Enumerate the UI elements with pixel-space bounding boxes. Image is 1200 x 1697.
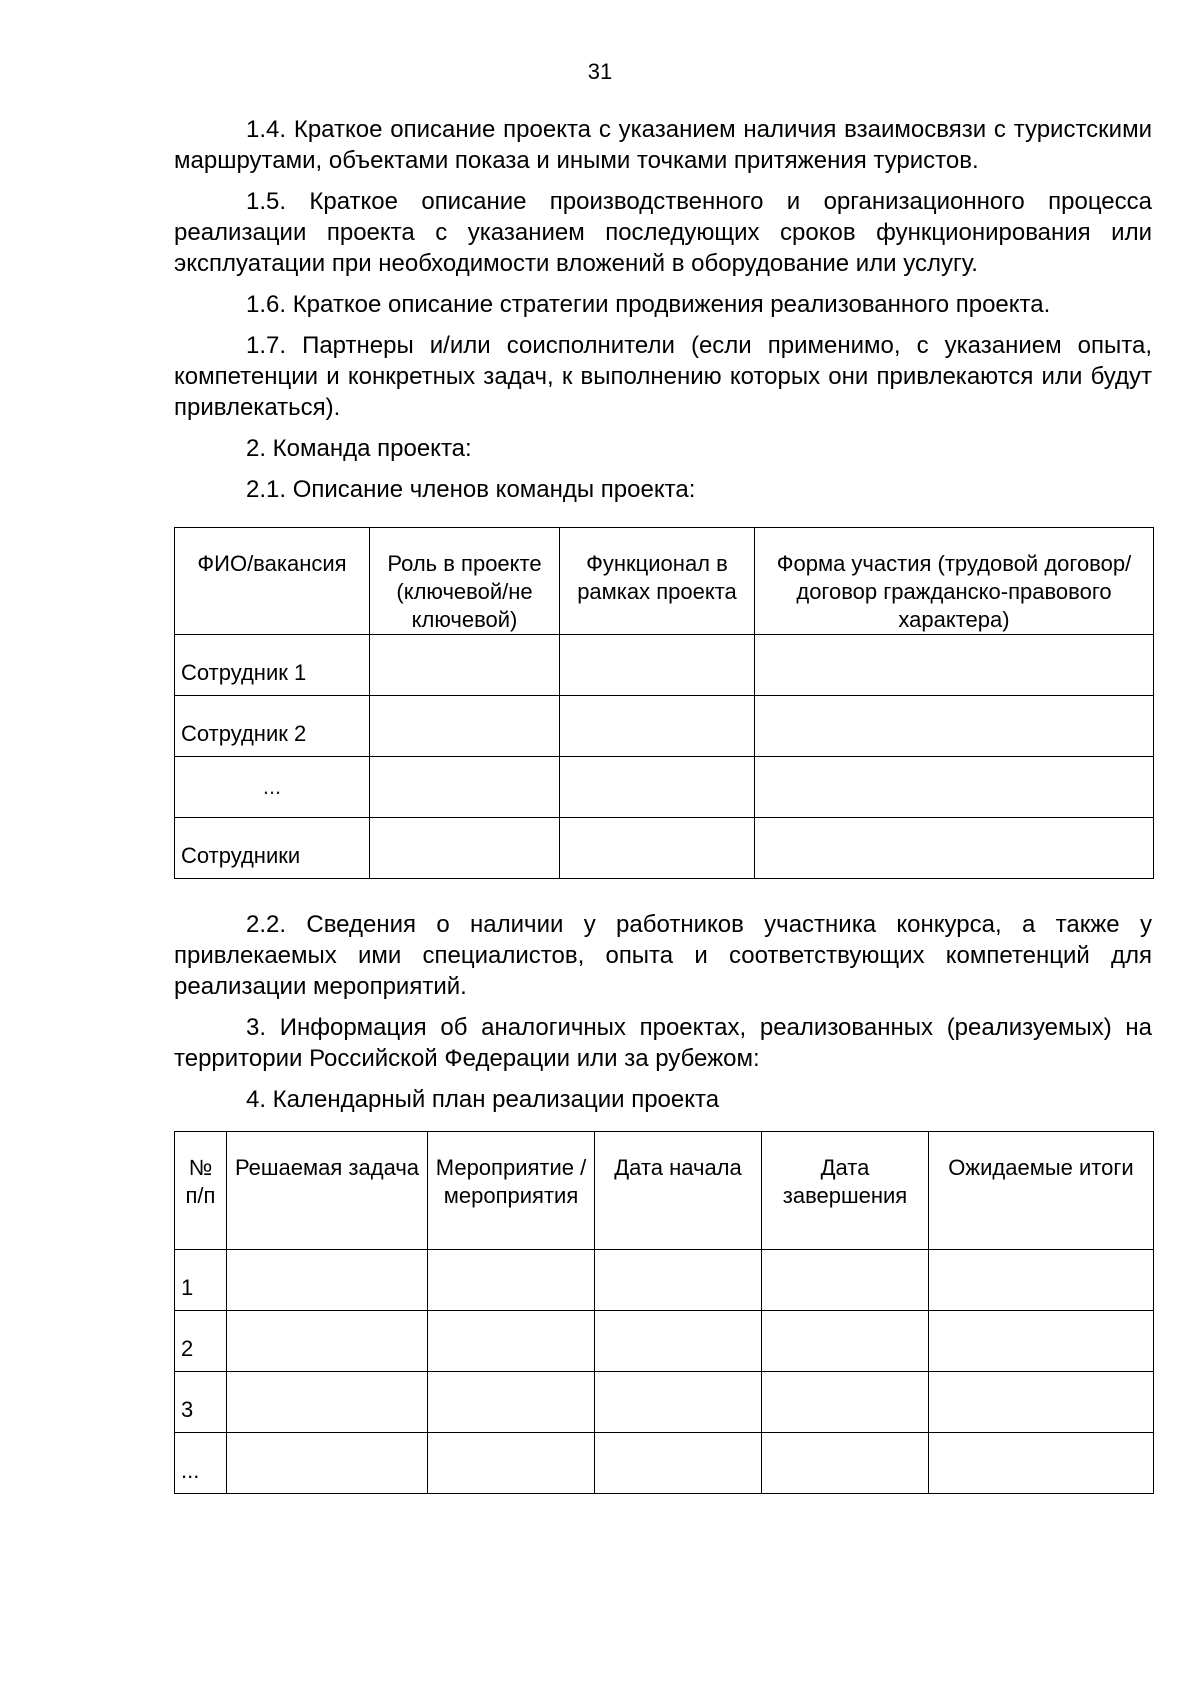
- plan-cell: 3: [175, 1372, 227, 1433]
- team-table-header-row: [175, 528, 1154, 635]
- team-cell: [370, 818, 560, 879]
- plan-cell: [762, 1311, 929, 1372]
- team-cell: ...: [175, 757, 370, 818]
- team-cell: [560, 757, 755, 818]
- plan-cell: [595, 1372, 762, 1433]
- plan-cell: ...: [175, 1433, 227, 1494]
- paragraph-1-6: 1.6. Краткое описание стратегии продвижения реализованного проекта.: [246, 291, 1051, 318]
- team-cell: Сотрудник 1: [175, 635, 370, 696]
- plan-cell: [428, 1311, 595, 1372]
- table-row: [175, 1372, 1154, 1433]
- team-cell: [370, 635, 560, 696]
- team-header-role: Роль в проекте (ключевой/не ключевой): [370, 528, 560, 635]
- section-2-1-heading: 2.1. Описание членов команды проекта:: [246, 476, 696, 503]
- plan-cell: [428, 1433, 595, 1494]
- plan-cell: [929, 1311, 1154, 1372]
- calendar-plan-table: [174, 1131, 1154, 1494]
- paragraph-1-7: 1.7. Партнеры и/или соисполнители (если применимо, с указанием опыта, компетенции и конкретных задач, к выполнению которых они привлекаются или будут привлекаться).: [174, 332, 1152, 421]
- page-number: 31: [587, 59, 613, 84]
- plan-header-activity: Мероприятие / мероприятия: [428, 1132, 595, 1250]
- plan-cell: [595, 1311, 762, 1372]
- plan-cell: [428, 1372, 595, 1433]
- team-cell: [560, 696, 755, 757]
- plan-header-task: Решаемая задача: [227, 1132, 428, 1250]
- plan-cell: [762, 1372, 929, 1433]
- paragraph-2-2: 2.2. Сведения о наличии у работников участника конкурса, а также у привлекаемых ими специалистов, опыта и соответствующих компетенций для реализации мероприятий.: [174, 911, 1152, 1000]
- table-row: [175, 1311, 1154, 1372]
- team-cell: [755, 696, 1154, 757]
- team-cell: [560, 635, 755, 696]
- plan-cell: [929, 1372, 1154, 1433]
- plan-cell: [428, 1250, 595, 1311]
- table-row: [175, 696, 1154, 757]
- team-cell: [370, 696, 560, 757]
- plan-cell: [762, 1433, 929, 1494]
- paragraph-1-4: 1.4. Краткое описание проекта с указанием наличия взаимосвязи с туристскими маршрутами, объектами показа и иными точками притяжения туристов.: [174, 116, 1152, 174]
- team-cell: Сотрудник 2: [175, 696, 370, 757]
- plan-header-end-date: Дата завершения: [762, 1132, 929, 1250]
- table-row: [175, 1250, 1154, 1311]
- team-header-function: Функционал в рамках проекта: [560, 528, 755, 635]
- plan-cell: 1: [175, 1250, 227, 1311]
- plan-header-start-date: Дата начала: [595, 1132, 762, 1250]
- section-4-heading: 4. Календарный план реализации проекта: [246, 1086, 720, 1113]
- table-row: [175, 757, 1154, 818]
- plan-cell: [929, 1250, 1154, 1311]
- plan-cell: 2: [175, 1311, 227, 1372]
- plan-cell: [595, 1433, 762, 1494]
- plan-cell: [227, 1372, 428, 1433]
- team-table: [174, 527, 1154, 879]
- team-cell: [755, 757, 1154, 818]
- plan-cell: [929, 1433, 1154, 1494]
- plan-header-number: № п/п: [175, 1132, 227, 1250]
- plan-cell: [227, 1433, 428, 1494]
- team-cell: [755, 818, 1154, 879]
- team-header-participation-form: Форма участия (трудовой договор/договор гражданско-правового характера): [755, 528, 1154, 635]
- team-cell: [755, 635, 1154, 696]
- plan-header-expected-results: Ожидаемые итоги: [929, 1132, 1154, 1250]
- plan-table-header-row: [175, 1132, 1154, 1250]
- table-row: [175, 818, 1154, 879]
- team-cell: [560, 818, 755, 879]
- team-cell: [370, 757, 560, 818]
- plan-cell: [595, 1250, 762, 1311]
- table-row: [175, 1433, 1154, 1494]
- plan-cell: [762, 1250, 929, 1311]
- plan-cell: [227, 1311, 428, 1372]
- paragraph-1-5: 1.5. Краткое описание производственного и организационного процесса реализации проекта с указанием последующих сроков функционирования или эксплуатации при необходимости вложений в оборудование или услугу.: [174, 188, 1152, 277]
- section-2-heading: 2. Команда проекта:: [246, 435, 472, 462]
- team-header-name: ФИО/вакансия: [175, 528, 370, 635]
- paragraph-3: 3. Информация об аналогичных проектах, реализованных (реализуемых) на территории Российской Федерации или за рубежом:: [174, 1014, 1152, 1072]
- team-cell: Сотрудники: [175, 818, 370, 879]
- document-body: [174, 114, 1152, 1494]
- plan-cell: [227, 1250, 428, 1311]
- table-row: [175, 635, 1154, 696]
